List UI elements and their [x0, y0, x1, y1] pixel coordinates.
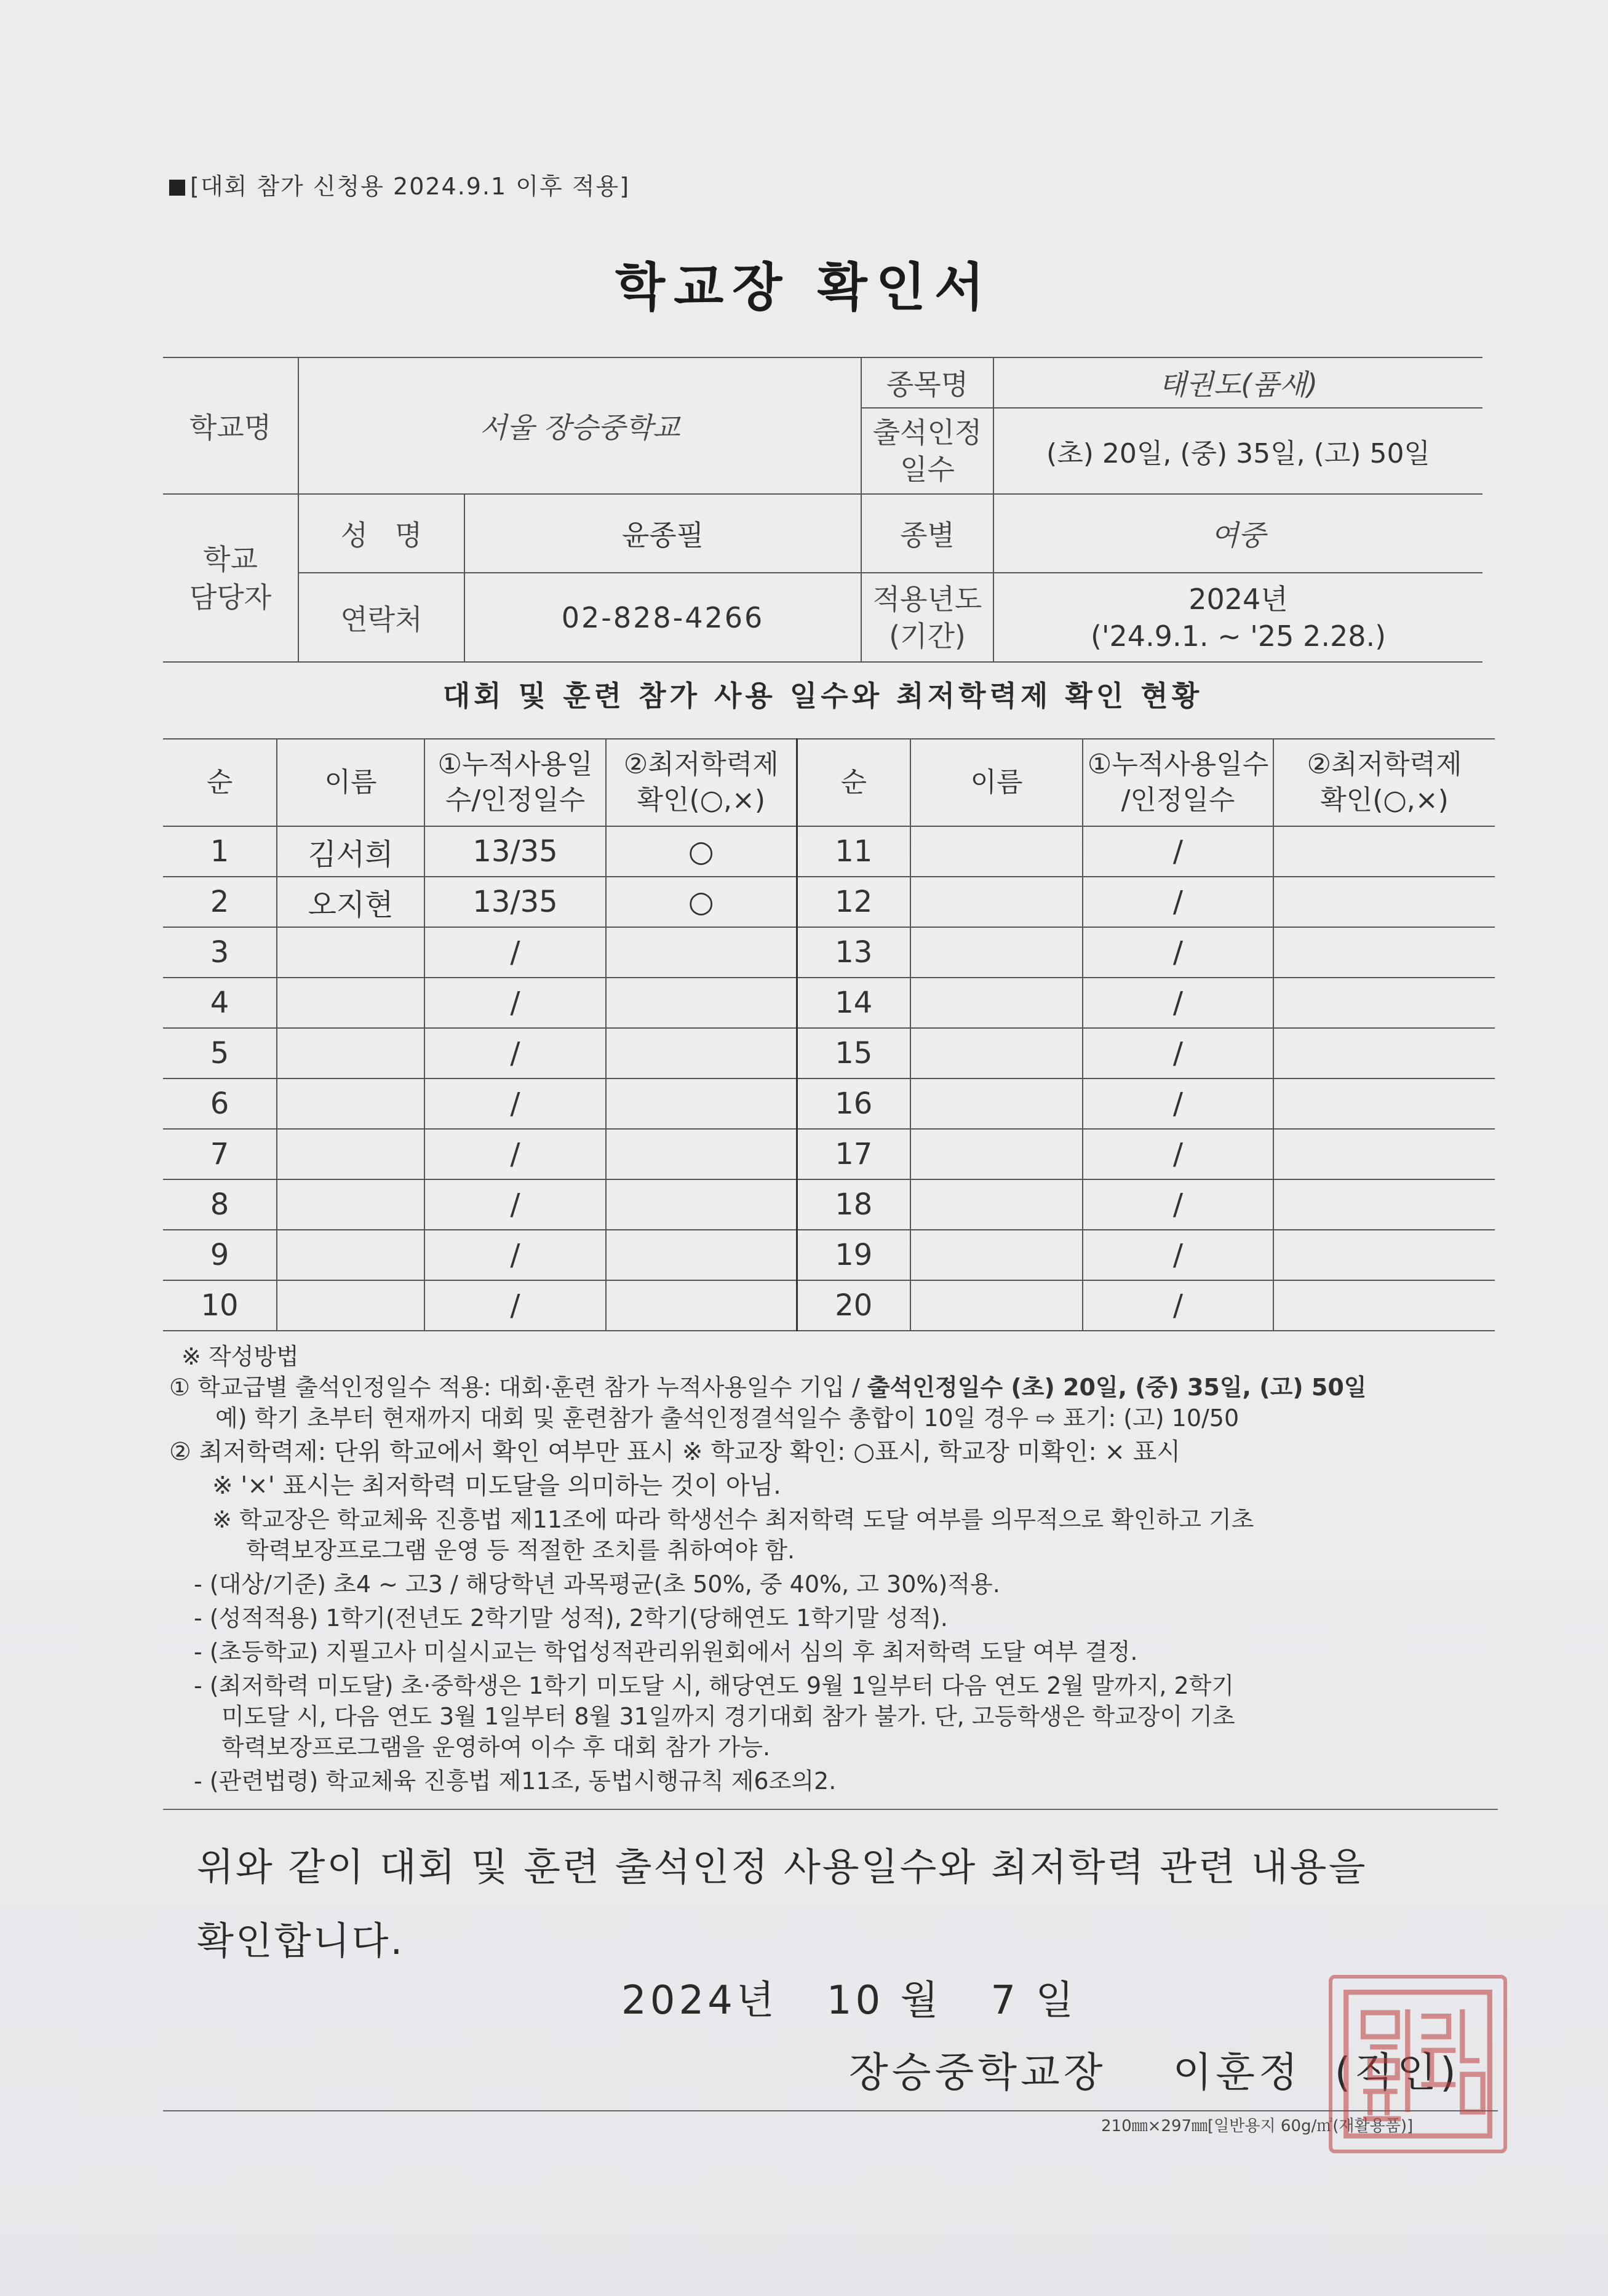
row-days-cell: / [1083, 877, 1273, 927]
note-1-bold: 출석인정일수 (초) 20일, (중) 35일, (고) 50일 [867, 1374, 1367, 1401]
row-days-cell: / [424, 1280, 606, 1331]
row-check-cell: ○ [606, 826, 797, 877]
table-row [163, 826, 1495, 877]
year-value-line2: ('24.9.1. ~ '25 2.28.) [1090, 619, 1387, 653]
row-name-cell [277, 927, 424, 978]
row-check-cell [1273, 1078, 1495, 1129]
table-row [163, 978, 1495, 1028]
roster-section-title: 대회 및 훈련 참가 사용 일수와 최저학력제 확인 현황 [442, 679, 1203, 712]
row-name-cell: 김서희 [277, 826, 424, 877]
row-no-cell: 4 [163, 978, 277, 1028]
confirm-line2: 확인합니다. [197, 1918, 405, 1963]
header-acad-right [1273, 739, 1495, 826]
name-value: 윤종필 [464, 494, 861, 573]
document-title: 학교장 확인서 [615, 257, 993, 317]
row-no-cell: 6 [163, 1078, 277, 1129]
row-name-cell [277, 978, 424, 1028]
header-days-right [1083, 739, 1273, 826]
year-label [861, 573, 993, 662]
header-days-left-line2: 수/인정일수 [445, 784, 586, 816]
contact-label: 연락처 [298, 573, 464, 662]
row-name-cell [910, 1280, 1083, 1331]
roster-table [163, 738, 1495, 1331]
header-acad-right-line2: 확인(○,×) [1320, 784, 1449, 816]
row-check-cell [606, 1129, 797, 1179]
row-days-cell: / [424, 1179, 606, 1230]
info-table [163, 357, 1483, 663]
table-row [163, 1230, 1495, 1280]
detail-4-cont1: 미도달 시, 다음 연도 3월 1일부터 8월 31일까지 경기대회 참가 불가. 단, 고등학생은 학교장이 기초 [221, 1703, 1235, 1730]
note-2: ② 최저학력제: 단위 학교에서 확인 여부만 표시 ※ 학교장 확인: ○표시, 학교장 미확인: × 표시 [169, 1438, 1181, 1466]
paper-spec: 210㎜×297㎜[일반용지 60g/㎡(재활용품)] [1101, 2117, 1414, 2135]
table-row [163, 1078, 1495, 1129]
row-no-cell: 7 [163, 1129, 277, 1179]
row-check-cell [1273, 1230, 1495, 1280]
header-acad-left-line1: ②최저학력제 [623, 749, 779, 780]
note-1 [169, 1372, 1366, 1403]
row-name-cell [910, 826, 1083, 877]
row-no-cell: 11 [797, 826, 910, 877]
row-check-cell [1273, 927, 1495, 978]
row-check-cell [1273, 877, 1495, 927]
signer: 장승중학교장 이훈정 (직인) [849, 2049, 1460, 2096]
row-no-cell: 2 [163, 877, 277, 927]
row-name-cell [910, 877, 1083, 927]
row-check-cell [1273, 1179, 1495, 1230]
name-label: 성 명 [298, 494, 464, 573]
header-days-right-line2: /인정일수 [1121, 784, 1235, 816]
row-no-cell: 13 [797, 927, 910, 978]
header-days-left [424, 739, 606, 826]
row-days-cell: / [424, 1129, 606, 1179]
row-no-cell: 15 [797, 1028, 910, 1078]
header-name-right: 이름 [910, 739, 1083, 826]
row-check-cell [1273, 1129, 1495, 1179]
sport-label: 종목명 [861, 357, 993, 408]
header-acad-left-line2: 확인(○,×) [637, 784, 766, 816]
row-days-cell: / [1083, 1078, 1273, 1129]
row-days-cell: / [1083, 1280, 1273, 1331]
row-days-cell: / [1083, 1129, 1273, 1179]
row-name-cell [277, 1230, 424, 1280]
header-acad-right-line1: ②최저학력제 [1307, 749, 1462, 780]
row-no-cell: 20 [797, 1280, 910, 1331]
confirm-line1: 위와 같이 대회 및 훈련 출석인정 사용일수와 최저학력 관련 내용을 [197, 1844, 1367, 1889]
year-value-line1: 2024년 [1188, 582, 1288, 616]
category-value: 여중 [993, 494, 1483, 573]
roster-body [163, 826, 1495, 1331]
row-check-cell: ○ [606, 877, 797, 927]
header-no-right: 순 [797, 739, 910, 826]
row-no-cell: 5 [163, 1028, 277, 1078]
row-name-cell [910, 1129, 1083, 1179]
row-no-cell: 17 [797, 1129, 910, 1179]
row-days-cell: / [424, 978, 606, 1028]
row-check-cell [606, 1179, 797, 1230]
row-check-cell [1273, 978, 1495, 1028]
table-row [163, 1179, 1495, 1230]
row-name-cell: 오지현 [277, 877, 424, 927]
table-row [163, 1129, 1495, 1179]
row-name-cell [910, 927, 1083, 978]
year-label-line1: 적용년도 [872, 582, 982, 616]
row-name-cell [277, 1129, 424, 1179]
contact-value: 02-828-4266 [464, 573, 861, 662]
row-check-cell [606, 1230, 797, 1280]
header-days-left-line1: ①누적사용일 [437, 749, 593, 780]
detail-3: - (초등학교) 지필고사 미실시교는 학업성적관리위원회에서 심의 후 최저학력 도달 여부 결정. [194, 1638, 1138, 1665]
row-name-cell [910, 1078, 1083, 1129]
attend-label-line2: 일수 [900, 453, 955, 486]
divider-line [163, 1809, 1498, 1810]
manager-label [163, 494, 298, 662]
detail-5: - (관련법령) 학교체육 진흥법 제11조, 동법시행규칙 제6조의2. [194, 1768, 837, 1795]
row-no-cell: 1 [163, 826, 277, 877]
square-bullet-icon [169, 180, 185, 196]
row-days-cell: / [424, 1230, 606, 1280]
table-row [163, 877, 1495, 927]
detail-4-cont2: 학력보장프로그램을 운영하여 이수 후 대회 참가 가능. [221, 1734, 771, 1761]
row-no-cell: 3 [163, 927, 277, 978]
row-no-cell: 8 [163, 1179, 277, 1230]
row-name-cell [910, 1028, 1083, 1078]
seal-pattern-icon [1332, 1979, 1503, 2150]
row-name-cell [277, 1179, 424, 1230]
row-check-cell [1273, 826, 1495, 877]
attend-value: (초) 20일, (중) 35일, (고) 50일 [993, 408, 1483, 494]
row-days-cell: / [1083, 978, 1273, 1028]
row-name-cell [277, 1028, 424, 1078]
row-no-cell: 14 [797, 978, 910, 1028]
year-value [993, 573, 1483, 662]
row-days-cell: / [1083, 1179, 1273, 1230]
row-days-cell: / [1083, 1230, 1273, 1280]
roster-header-row [163, 739, 1495, 826]
row-name-cell [277, 1078, 424, 1129]
header-name-left: 이름 [277, 739, 424, 826]
top-note [169, 167, 630, 201]
detail-4: - (최저학력 미도달) 초·중학생은 1학기 미도달 시, 해당연도 9월 1일부터 다음 연도 2월 말까지, 2학기 [194, 1672, 1235, 1699]
row-days-cell: / [1083, 1028, 1273, 1078]
row-no-cell: 12 [797, 877, 910, 927]
category-label: 종별 [861, 494, 993, 573]
bottom-line [163, 2110, 1498, 2111]
attend-label [861, 408, 993, 494]
table-row [163, 927, 1495, 978]
year-label-line2: (기간) [889, 619, 966, 653]
row-days-cell: / [424, 1028, 606, 1078]
row-days-cell: 13/35 [424, 826, 606, 877]
header-days-right-line1: ①누적사용일수 [1087, 749, 1269, 780]
row-no-cell: 16 [797, 1078, 910, 1129]
row-check-cell [1273, 1280, 1495, 1331]
note-1-text: ① 학교급별 출석인정일수 적용: 대회·훈련 참가 누적사용일수 기입 / [169, 1374, 867, 1401]
attend-label-line1: 출석인정 [872, 416, 982, 449]
row-name-cell [910, 1179, 1083, 1230]
row-days-cell: / [424, 927, 606, 978]
row-no-cell: 9 [163, 1230, 277, 1280]
table-row [163, 1280, 1495, 1331]
row-check-cell [606, 927, 797, 978]
school-name: 서울 장승중학교 [298, 357, 861, 494]
note-1-example: 예) 학기 초부터 현재까지 대회 및 훈련참가 출석인정결석일수 총합이 10일 경우 ⇨ 표기: (고) 10/50 [215, 1405, 1240, 1432]
row-days-cell: 13/35 [424, 877, 606, 927]
row-no-cell: 18 [797, 1179, 910, 1230]
sport-value: 태권도(품새) [993, 357, 1483, 408]
row-name-cell [277, 1280, 424, 1331]
row-days-cell: / [1083, 826, 1273, 877]
header-no-left: 순 [163, 739, 277, 826]
row-no-cell: 19 [797, 1230, 910, 1280]
row-check-cell [606, 978, 797, 1028]
top-note-text: [대회 참가 신청용 2024.9.1 이후 적용] [190, 173, 631, 200]
school-label: 학교명 [163, 357, 298, 494]
header-acad-left [606, 739, 797, 826]
notes-heading: ※ 작성방법 [181, 1343, 299, 1370]
row-check-cell [606, 1280, 797, 1331]
row-check-cell [606, 1078, 797, 1129]
confirm-date: 2024년 10 월 7 일 [621, 1978, 1078, 2023]
note-4: ※ 학교장은 학교체육 진흥법 제11조에 따라 학생선수 최저학력 도달 여부를 의무적으로 확인하고 기초 [212, 1506, 1254, 1533]
row-check-cell [1273, 1028, 1495, 1078]
table-row [163, 1028, 1495, 1078]
note-4-cont: 학력보장프로그램 운영 등 적절한 조치를 취하여야 함. [246, 1537, 795, 1564]
note-3: ※ '×' 표시는 최저학력 미도달을 의미하는 것이 아님. [212, 1472, 781, 1500]
row-days-cell: / [1083, 927, 1273, 978]
row-check-cell [606, 1028, 797, 1078]
confirm-statement [197, 1830, 1367, 1978]
official-seal-icon [1329, 1975, 1507, 2153]
row-name-cell [910, 1230, 1083, 1280]
row-no-cell: 10 [163, 1280, 277, 1331]
detail-2: - (성적적용) 1학기(전년도 2학기말 성적), 2학기(당해연도 1학기말 성적). [194, 1604, 948, 1632]
row-days-cell: / [424, 1078, 606, 1129]
manager-label-line2: 담당자 [189, 580, 272, 614]
detail-1: - (대상/기준) 초4 ~ 고3 / 해당학년 과목평균(초 50%, 중 40%, 고 30%)적용. [194, 1571, 1000, 1598]
manager-label-line1: 학교 [203, 542, 258, 576]
row-name-cell [910, 978, 1083, 1028]
